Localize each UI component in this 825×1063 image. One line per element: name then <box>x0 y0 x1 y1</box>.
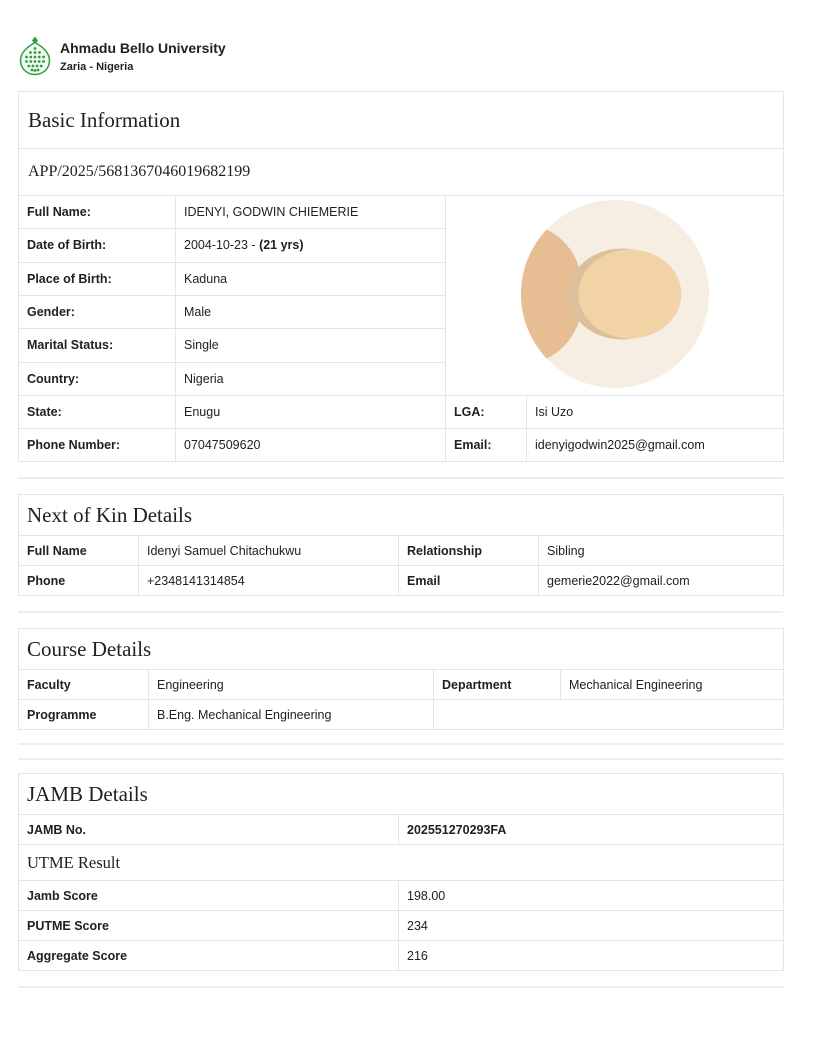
university-name: Ahmadu Bello University <box>60 40 226 56</box>
field-label: Country: <box>19 362 176 395</box>
course-details-section <box>18 628 783 730</box>
empty-cell <box>434 700 784 730</box>
field-label: State: <box>19 396 176 429</box>
section-separator <box>18 986 783 988</box>
field-value: Mechanical Engineering <box>561 670 784 700</box>
field-value: Nigeria <box>176 362 446 395</box>
field-value <box>176 229 446 262</box>
course-details-table <box>18 628 784 730</box>
field-value: Engineering <box>149 670 434 700</box>
field-label: Full Name: <box>19 196 176 229</box>
field-label: Jamb Score <box>19 881 399 911</box>
applicant-photo-placeholder <box>521 200 709 388</box>
section-separator <box>18 611 783 613</box>
field-value: 234 <box>399 911 784 941</box>
section-title-next-of-kin: Next of Kin Details <box>19 495 784 536</box>
field-label: Department <box>434 670 561 700</box>
utme-result-subtitle: UTME Result <box>19 845 784 881</box>
field-value: 198.00 <box>399 881 784 911</box>
section-separator <box>18 743 783 745</box>
table-row <box>19 881 784 911</box>
field-value: 216 <box>399 941 784 971</box>
table-row <box>19 815 784 845</box>
field-value: 07047509620 <box>176 429 446 462</box>
field-label: Place of Birth: <box>19 262 176 295</box>
field-label: Date of Birth: <box>19 229 176 262</box>
section-separator <box>18 758 783 760</box>
field-value: IDENYI, GODWIN CHIEMERIE <box>176 196 446 229</box>
field-label: Phone <box>19 566 139 596</box>
field-label: Phone Number: <box>19 429 176 462</box>
table-row <box>19 670 784 700</box>
field-label: JAMB No. <box>19 815 399 845</box>
field-label: Gender: <box>19 295 176 328</box>
age-value: (21 yrs) <box>259 238 304 253</box>
table-row <box>19 700 784 730</box>
table-row <box>19 429 784 462</box>
field-value: Enugu <box>176 396 446 429</box>
basic-information-section <box>18 91 783 462</box>
field-value: B.Eng. Mechanical Engineering <box>149 700 434 730</box>
section-title-course-details: Course Details <box>19 629 784 670</box>
photo-cell <box>446 196 784 396</box>
table-row <box>19 911 784 941</box>
jamb-details-table <box>18 773 784 971</box>
field-value: gemerie2022@gmail.com <box>539 566 784 596</box>
university-header <box>18 36 783 76</box>
field-label: Aggregate Score <box>19 941 399 971</box>
next-of-kin-section <box>18 494 783 596</box>
field-label: PUTME Score <box>19 911 399 941</box>
next-of-kin-table <box>18 494 784 596</box>
field-value: idenyigodwin2025@gmail.com <box>527 429 784 462</box>
university-logo-icon <box>18 36 52 76</box>
field-label: Relationship <box>399 536 539 566</box>
field-label: Full Name <box>19 536 139 566</box>
section-title-basic-information: Basic Information <box>19 92 784 149</box>
field-value: +2348141314854 <box>139 566 399 596</box>
table-row <box>19 196 784 229</box>
field-value: Idenyi Samuel Chitachukwu <box>139 536 399 566</box>
university-location: Zaria - Nigeria <box>60 60 134 73</box>
field-label: Email <box>399 566 539 596</box>
jamb-details-section <box>18 773 783 971</box>
table-row <box>19 566 784 596</box>
field-label: Faculty <box>19 670 149 700</box>
section-title-jamb-details: JAMB Details <box>19 774 784 815</box>
field-label: LGA: <box>446 396 527 429</box>
field-label: Email: <box>446 429 527 462</box>
field-label: Programme <box>19 700 149 730</box>
table-row <box>19 941 784 971</box>
field-value: Single <box>176 329 446 362</box>
table-row <box>19 536 784 566</box>
section-separator <box>18 477 783 479</box>
university-title-block <box>60 36 226 73</box>
field-value: Sibling <box>539 536 784 566</box>
application-number: APP/2025/5681367046019682199 <box>19 149 784 196</box>
dob-value: 2004-10-23 - <box>184 238 256 253</box>
table-row <box>19 396 784 429</box>
field-label: Marital Status: <box>19 329 176 362</box>
field-value: Male <box>176 295 446 328</box>
field-value: Kaduna <box>176 262 446 295</box>
jamb-number-value: 202551270293FA <box>399 815 784 845</box>
field-value: Isi Uzo <box>527 396 784 429</box>
basic-information-table <box>18 91 784 462</box>
